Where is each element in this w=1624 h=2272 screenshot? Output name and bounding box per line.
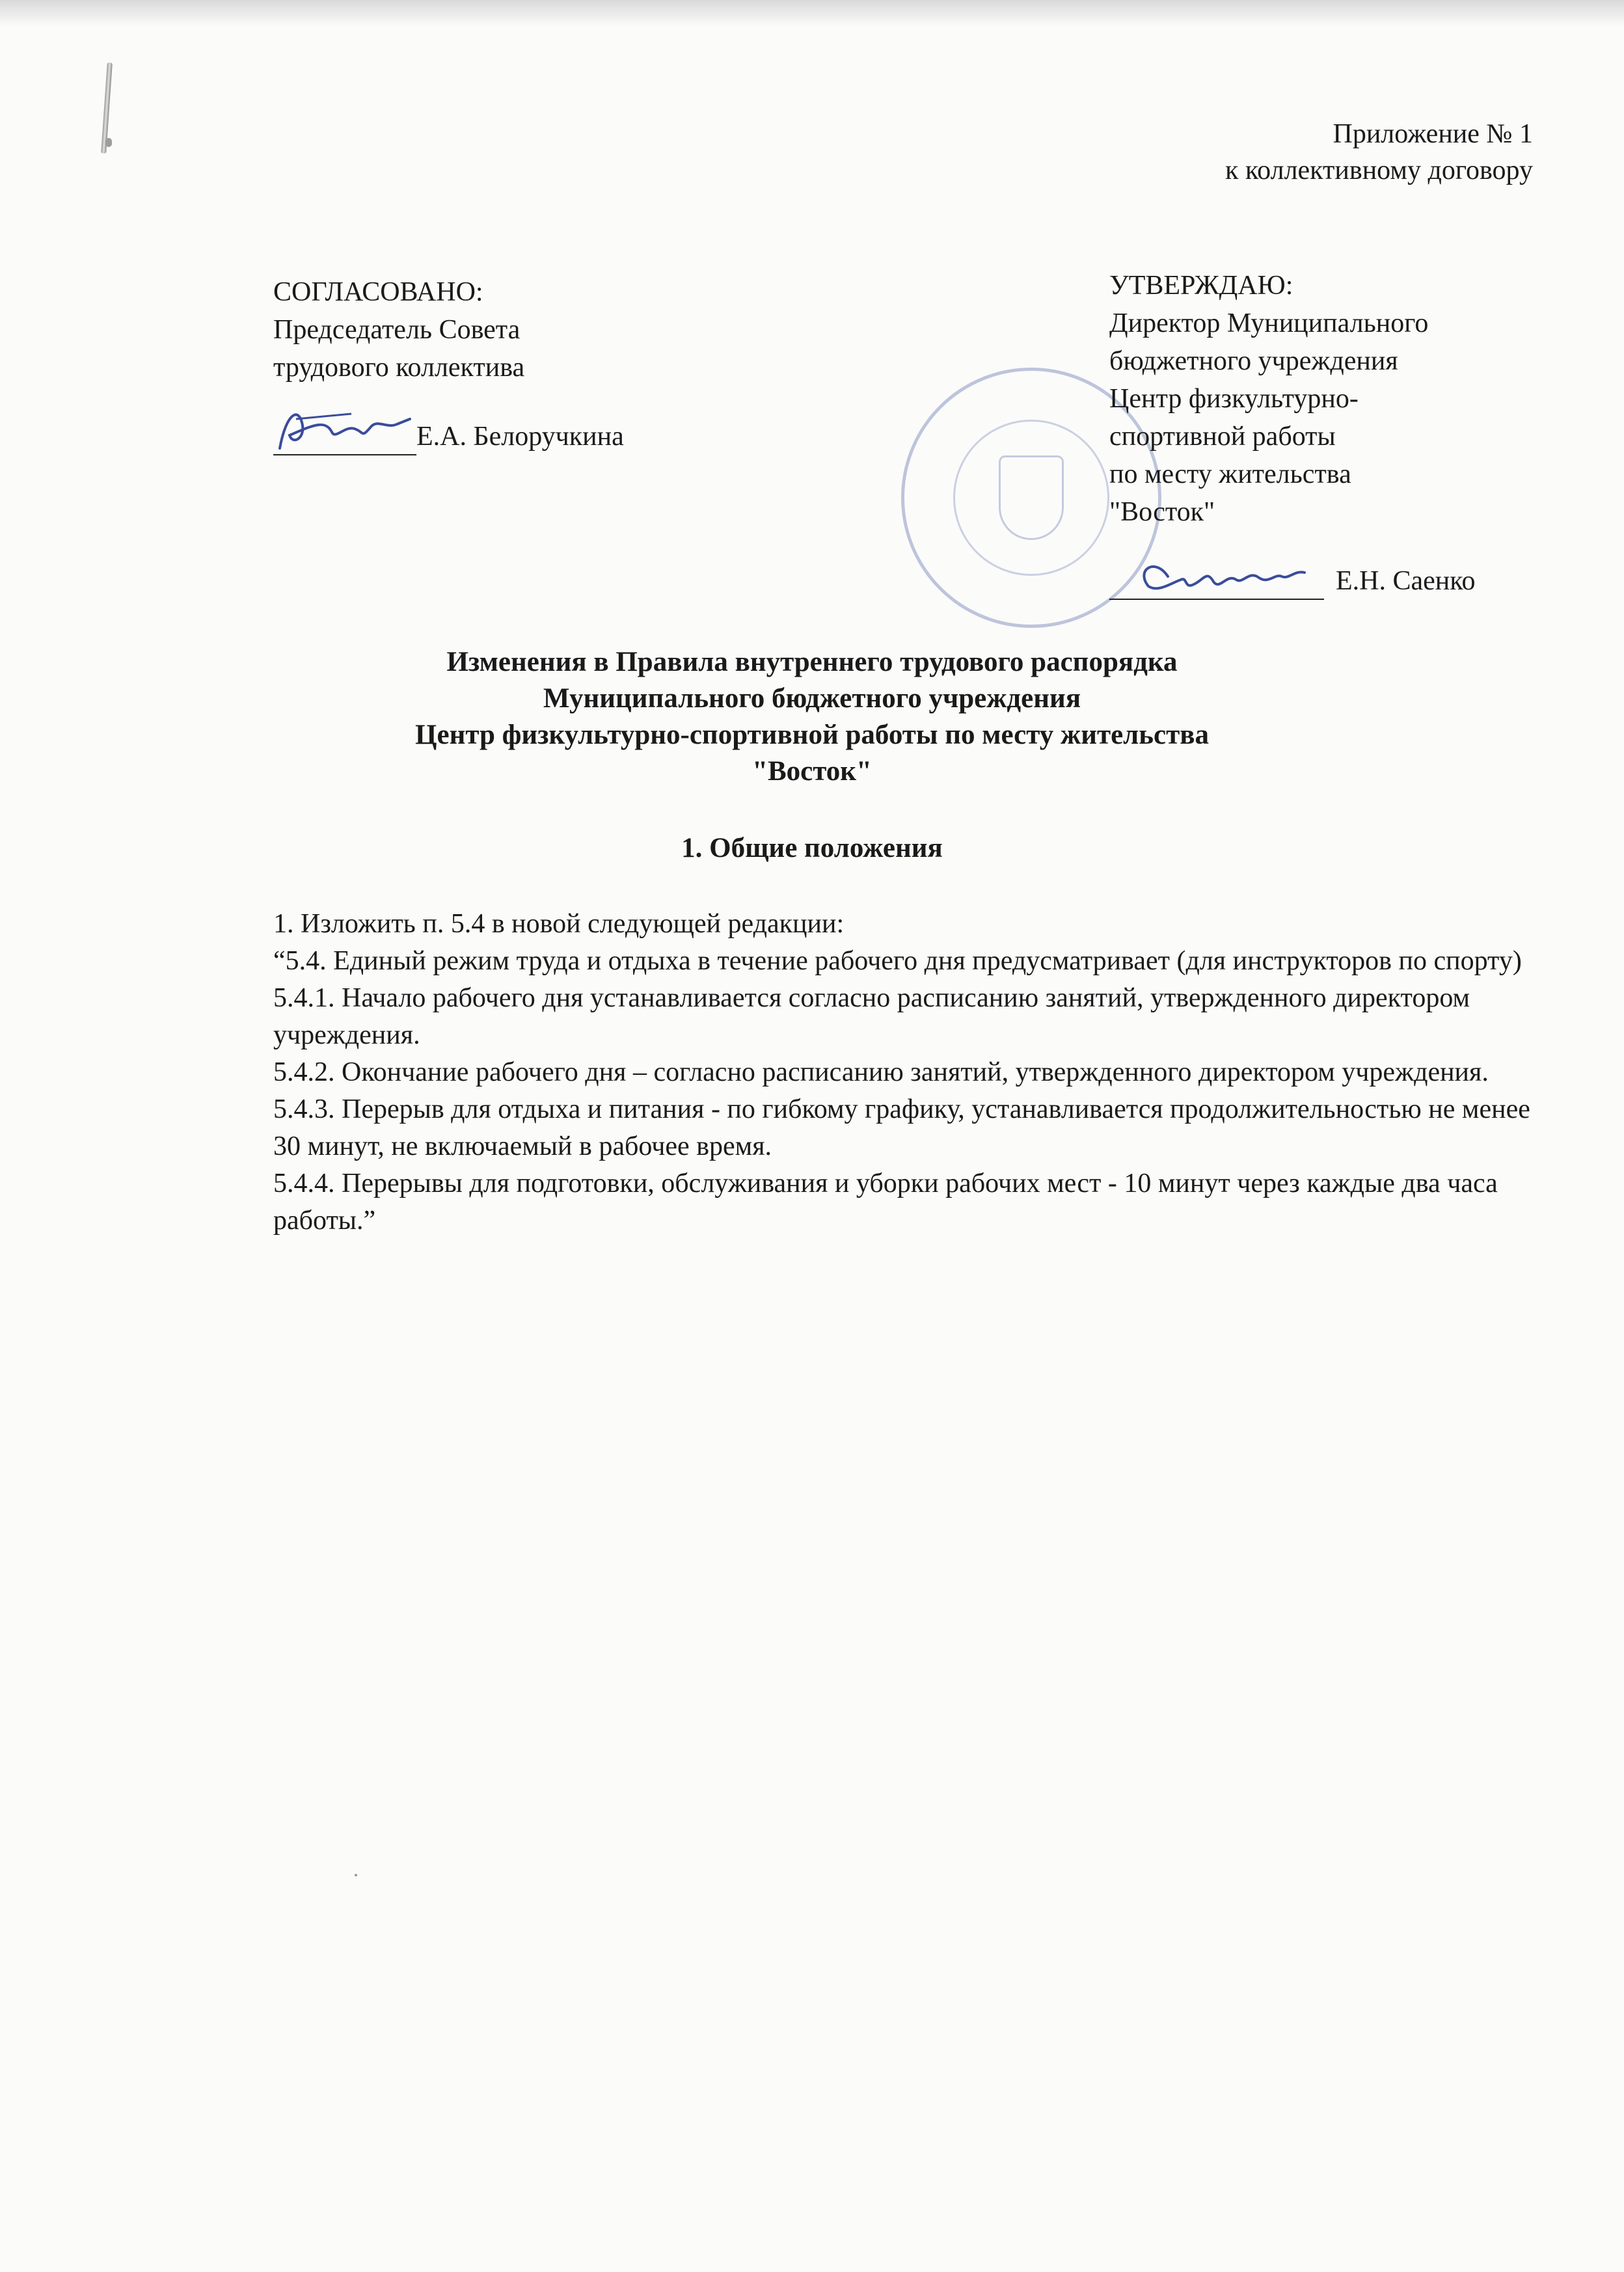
- title-line1: Изменения в Правила внутреннего трудового распорядка: [446, 647, 1178, 677]
- scan-edge-shadow: [0, 0, 1624, 26]
- agreed-signature-scribble: [273, 399, 416, 458]
- document-body: [273, 906, 1549, 1239]
- approval-approved-block: [1109, 267, 1565, 600]
- staple-hole: [105, 138, 112, 147]
- agreed-position-line1: Председатель Совета: [273, 315, 521, 345]
- agreed-signer-name: Е.А. Белоручкина: [416, 422, 624, 452]
- approval-agreed-block: [273, 273, 794, 455]
- approved-signature-line: [1109, 535, 1565, 600]
- body-paragraph-5: 5.4.3. Перерыв для отдыха и питания - по гибкому графику, устанавливается продолжительностью не менее 30 минут, не включаемый в рабочее время.: [273, 1094, 1530, 1161]
- approved-position-line3: Центр физкультурно-: [1109, 384, 1359, 414]
- appendix-number: Приложение № 1: [1333, 119, 1533, 149]
- agreed-heading: СОГЛАСОВАНО:: [273, 277, 483, 307]
- approved-position-line5: по месту жительства: [1109, 459, 1351, 489]
- body-paragraph-6: 5.4.4. Перерывы для подготовки, обслуживания и уборки рабочих мест - 10 минут через каждые два часа работы.”: [273, 1169, 1498, 1236]
- approved-signature: [1109, 547, 1324, 600]
- appendix-note: [1225, 116, 1533, 189]
- body-paragraph-3: 5.4.1. Начало рабочего дня устанавливается согласно расписанию занятий, утвержденного директором учреждения.: [273, 983, 1470, 1050]
- section-heading: 1. Общие положения: [681, 833, 943, 863]
- agreed-signature: [273, 402, 416, 455]
- title-line4: "Восток": [752, 756, 872, 787]
- approved-heading: УТВЕРЖДАЮ:: [1109, 271, 1293, 301]
- body-paragraph-1: 1. Изложить п. 5.4 в новой следующей редакции:: [273, 909, 845, 939]
- title-line2: Муниципального бюджетного учреждения: [543, 683, 1081, 714]
- appendix-reference: к коллективному договору: [1225, 156, 1533, 185]
- title-line3: Центр физкультурно-спортивной работы по месту жительства: [415, 720, 1209, 750]
- approved-position-line2: бюджетного учреждения: [1109, 346, 1398, 376]
- approved-position-line6: "Восток": [1109, 497, 1215, 527]
- document-title: [0, 644, 1624, 790]
- approved-position-line1: Директор Муниципального: [1109, 308, 1429, 338]
- agreed-position-line2: трудового коллектива: [273, 353, 525, 383]
- agreed-signature-line: [273, 390, 794, 455]
- body-paragraph-2: “5.4. Единый режим труда и отдыха в течение рабочего дня предусматривает (для инструкторов по спорту): [273, 946, 1522, 976]
- approved-signer-name: Е.Н. Саенко: [1336, 566, 1476, 596]
- approved-signature-scribble: [1109, 544, 1324, 602]
- body-paragraph-4: 5.4.2. Окончание рабочего дня – согласно расписанию занятий, утвержденного директором учреждения.: [273, 1057, 1489, 1087]
- approved-position-line4: спортивной работы: [1109, 422, 1336, 452]
- scan-speck: [355, 1874, 357, 1876]
- seal-emblem-icon: [999, 455, 1064, 540]
